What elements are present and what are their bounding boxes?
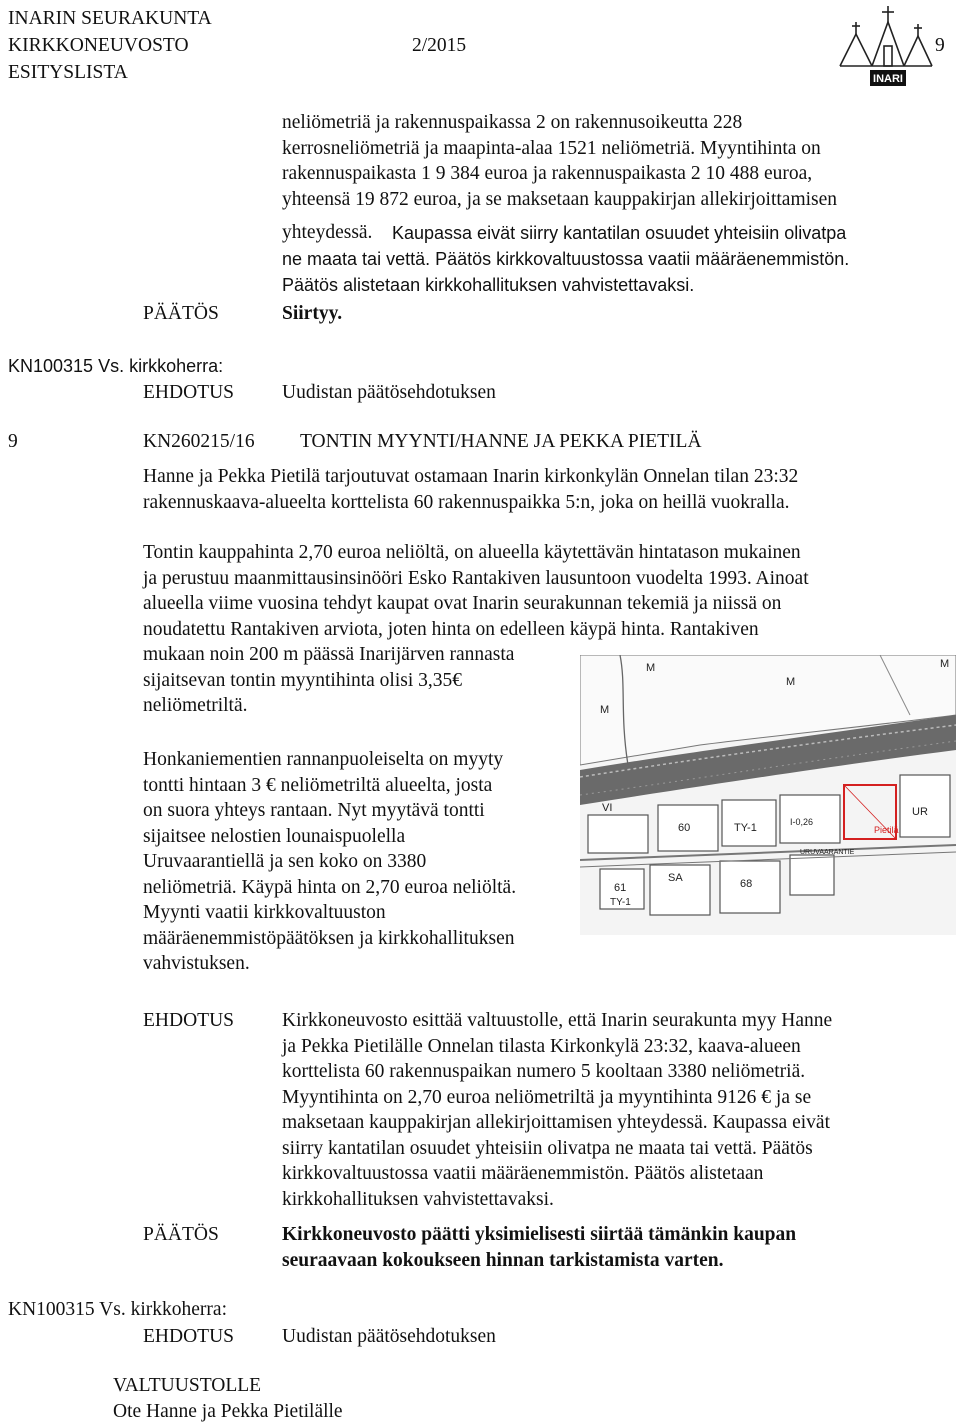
prev-line: yhteydessä. — [282, 222, 373, 243]
map-label: 61 — [614, 882, 627, 894]
map-label: 60 — [678, 822, 691, 834]
distribution-excerpt: Ote Hanne ja Pekka Pietilälle — [113, 1401, 343, 1422]
paragraph-line: on suora yhteys rantaan. Nyt myytävä tontti — [143, 800, 485, 821]
prev-line-sans: Päätös alistetaan kirkkohallituksen vahvistettavaksi. — [282, 275, 695, 295]
map-label: M — [600, 704, 610, 716]
map-label: I-0,26 — [790, 817, 814, 827]
map-marked-plot-label: Pietilä — [874, 825, 899, 835]
paragraph-line: alueella viime vuosina tehdyt kaupat ovat Inarin seurakunnan tekemiä ja niissä on — [143, 593, 782, 614]
note-ref: KN100315 Vs. kirkkoherra: — [8, 1299, 227, 1320]
proposal-line: Myyntihinta on 2,70 euroa neliömetriltä ja myyntihinta 9126 € ja se — [282, 1086, 812, 1108]
decision-text — [282, 1222, 796, 1273]
map-label: TY-1 — [610, 897, 631, 908]
church-logo — [836, 4, 936, 94]
paragraph-line: Honkaniementien rannanpuoleiselta on myyty — [143, 749, 504, 770]
map-label: UR — [912, 806, 928, 818]
page-number: 9 — [935, 35, 945, 56]
prev-line: yhteensä 19 872 euroa, ja se maksetaan kauppakirjan allekirjoittamisen — [282, 188, 838, 210]
map-label: VI — [602, 802, 613, 814]
note-text: Uudistan päätösehdotuksen — [282, 1326, 496, 1347]
paragraph-line: Uruvaarantiellä ja sen koko on 3380 — [143, 851, 427, 872]
map-label: TY-1 — [734, 822, 757, 834]
header-meeting: 2/2015 — [412, 35, 467, 56]
header-body-name: KIRKKONEUVOSTO — [8, 35, 189, 56]
prev-line-sans: ne maata tai vettä. Päätös kirkkovaltuustossa vaatii määräenemmistön. — [282, 249, 850, 269]
map-label: M — [646, 662, 656, 674]
proposal-label: EHDOTUS — [143, 1010, 234, 1031]
paragraph-line: Myynti vaatii kirkkovaltuuston — [143, 902, 386, 923]
decision-line: seuraavaan kokoukseen hinnan tarkistamista varten. — [282, 1249, 724, 1271]
paragraph-line: Tontin kauppahinta 2,70 euroa neliöltä, on alueella käytettävän hintatason mukainen — [143, 542, 801, 563]
item-paragraph-3 — [143, 747, 516, 977]
proposal-text — [282, 1008, 832, 1212]
map-label: M — [786, 676, 796, 688]
paragraph-line: sijaitsevan tontin myyntihinta olisi 3,35€ — [143, 669, 463, 691]
paragraph-line: sijaitsee nelostien lounaispuolella — [143, 825, 406, 847]
prev-item-text — [282, 110, 837, 212]
item-number: 9 — [8, 431, 18, 452]
proposal-line: kirkkovaltuustossa vaatii määräenemmistön. Päätös alistetaan — [282, 1163, 764, 1184]
site-map — [580, 655, 956, 935]
proposal-line: maksetaan kauppakirjan allekirjoittamisen yhteydessä. Kaupassa eivät — [282, 1112, 830, 1133]
logo-text: INARI — [873, 73, 903, 85]
distribution-label: VALTUUSTOLLE — [113, 1375, 262, 1396]
proposal-line: ja Pekka Pietilälle Onnelan tilasta Kirkonkylä 23:32, kaava-alueen — [282, 1035, 801, 1057]
decision-label: PÄÄTÖS — [143, 1224, 219, 1245]
header-org: INARIN SEURAKUNTA — [8, 8, 212, 29]
paragraph-line: määräenemmistöpäätöksen ja kirkkohallituksen — [143, 927, 515, 949]
prev-decision-text: Siirtyy. — [282, 303, 343, 324]
prev-line-sans: Kaupassa eivät siirry kantatilan osuudet yhteisiin olivatpa — [392, 223, 847, 243]
decision-line: Kirkkoneuvosto päätti yksimielisesti siirtää tämänkin kaupan — [282, 1224, 797, 1245]
proposal-line: korttelista 60 rakennuspaikan numero 5 kooltaan 3380 neliömetriä. — [282, 1061, 806, 1082]
item-ref: KN260215/16 — [143, 431, 255, 452]
note-label: EHDOTUS — [143, 1326, 234, 1347]
paragraph-line: tontti hintaan 3 € neliömetriltä alueelta, josta — [143, 774, 493, 796]
proposal-line: siirry kantatilan osuudet yhteisiin olivatpa ne maata tai vettä. Päätös — [282, 1137, 813, 1159]
paragraph-line: noudatettu Rantakiven arviota, joten hinta on edelleen käypä hinta. Rantakiven — [143, 618, 759, 640]
map-label: M — [940, 658, 950, 670]
proposal-line: kirkkohallituksen vahvistettavaksi. — [282, 1188, 554, 1210]
paragraph-line: Hanne ja Pekka Pietilä tarjoutuvat ostamaan Inarin kirkonkylän Onnelan tilan 23:32 — [143, 466, 799, 487]
paragraph-line: rakennuskaava-alueelta korttelista 60 rakennuspaikka 5:n, joka on heillä vuokralla. — [143, 491, 790, 513]
paragraph-line: vahvistuksen. — [143, 953, 250, 974]
prev-decision-label: PÄÄTÖS — [143, 303, 219, 324]
paragraph-line: neliömetriä. Käypä hinta on 2,70 euroa neliöltä. — [143, 876, 517, 898]
proposal-line: Kirkkoneuvosto esittää valtuustolle, että Inarin seurakunta myy Hanne — [282, 1010, 833, 1031]
prev-line: kerrosneliömetriä ja maapinta-alaa 1521 neliömetriä. Myyntihinta on — [282, 137, 821, 159]
item-paragraph-1 — [143, 464, 798, 515]
prev-note-ref: KN100315 Vs. kirkkoherra: — [8, 356, 224, 376]
map-street-label: URUVAARANTIE — [800, 849, 855, 856]
prev-note-text: Uudistan päätösehdotuksen — [282, 382, 496, 403]
paragraph-line: mukaan noin 200 m päässä Inarijärven rannasta — [143, 644, 515, 665]
paragraph-line: neliömetriltä. — [143, 695, 248, 716]
prev-note-label: EHDOTUS — [143, 382, 234, 403]
prev-line: neliömetriä ja rakennuspaikassa 2 on rakennusoikeutta 228 — [282, 112, 743, 133]
map-label: SA — [668, 872, 683, 884]
map-label: 68 — [740, 878, 753, 890]
header-doc-type: ESITYSLISTA — [8, 62, 128, 83]
item-title: TONTIN MYYNTI/HANNE JA PEKKA PIETILÄ — [300, 431, 702, 452]
prev-line: rakennuspaikasta 1 9 384 euroa ja rakennuspaikasta 2 10 488 euroa, — [282, 163, 813, 184]
paragraph-line: ja perustuu maanmittausinsinööri Esko Rantakiven lausuntoon vuodelta 1993. Ainoat — [143, 567, 809, 589]
